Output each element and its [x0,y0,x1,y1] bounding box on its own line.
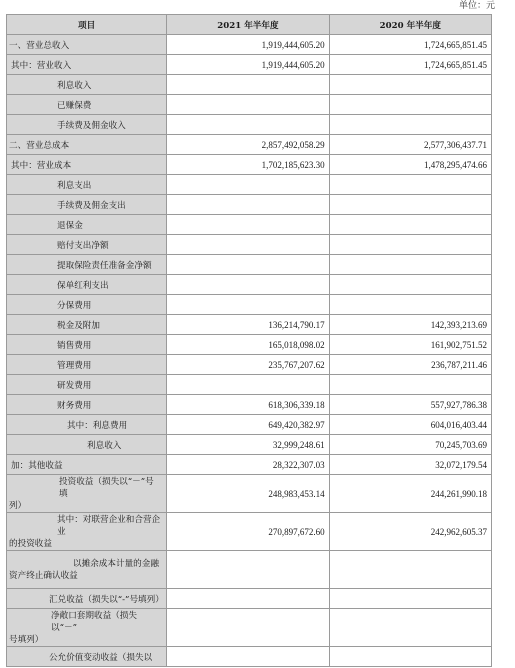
value-2020 [329,255,491,275]
row-label [7,513,167,551]
value-2021: 1,919,444,605.20 [167,55,329,75]
value-2020 [329,609,491,647]
row-label: 利息收入 [7,435,167,455]
row-label: 汇兑收益（损失以“-”号填列） [7,589,167,609]
value-2020: 1,724,665,851.45 [329,35,491,55]
value-2021: 165,018,098.02 [167,335,329,355]
row-label: 手续费及佣金支出 [7,195,167,215]
value-2020: 244,261,990.18 [329,475,491,513]
table-row [7,175,492,195]
table-row [7,275,492,295]
row-label: 税金及附加 [7,315,167,335]
row-label: 加：其他收益 [7,455,167,475]
header-2021: 2021 年半年度 [167,15,329,35]
row-label: 手续费及佣金收入 [7,115,167,135]
value-2021 [167,75,329,95]
table-header-row [7,15,492,35]
table-row [7,215,492,235]
row-label: 销售费用 [7,335,167,355]
value-2020 [329,275,491,295]
table-row [7,115,492,135]
value-2021 [167,235,329,255]
table-row [7,647,492,667]
table-row [7,295,492,315]
row-label: 研发费用 [7,375,167,395]
table-row [7,235,492,255]
value-2021 [167,175,329,195]
row-label: 退保金 [7,215,167,235]
value-2020 [329,215,491,235]
row-label-line2: 的投资收益 [9,538,52,549]
header-2020: 2020 年半年度 [329,15,491,35]
value-2021: 28,322,307.03 [167,455,329,475]
value-2020: 142,393,213.69 [329,315,491,335]
table-row [7,415,492,435]
row-label: 提取保险责任准备金净额 [7,255,167,275]
table-row [7,435,492,455]
row-label: 财务费用 [7,395,167,415]
value-2020: 161,902,751.52 [329,335,491,355]
table-row [7,513,492,551]
value-2021: 2,857,492,058.29 [167,135,329,155]
value-2020 [329,647,491,667]
row-label: 其中：营业收入 [7,55,167,75]
table-row [7,375,492,395]
row-label: 一、营业总收入 [7,35,167,55]
unit-label: 单位：元 [458,1,495,11]
value-2020 [329,95,491,115]
value-2020: 70,245,703.69 [329,435,491,455]
value-2021 [167,295,329,315]
table-row [7,335,492,355]
row-label: 管理费用 [7,355,167,375]
table-row [7,609,492,647]
table-row [7,195,492,215]
table-row [7,75,492,95]
row-label: 其中：利息费用 [7,415,167,435]
value-2021 [167,115,329,135]
value-2021 [167,375,329,395]
value-2021: 136,214,790.17 [167,315,329,335]
value-2020: 236,787,211.46 [329,355,491,375]
value-2021 [167,215,329,235]
value-2021 [167,255,329,275]
table-row [7,35,492,55]
value-2021: 235,767,207.62 [167,355,329,375]
value-2020 [329,235,491,255]
row-label: 公允价值变动收益（损失以 [7,647,167,667]
value-2020: 2,577,306,437.71 [329,135,491,155]
table-row [7,95,492,115]
value-2021: 32,999,248.61 [167,435,329,455]
value-2021: 270,897,672.60 [167,513,329,551]
row-label: 二、营业总成本 [7,135,167,155]
value-2021 [167,195,329,215]
row-label-line2: 资产终止确认收益 [9,570,78,581]
table-row [7,155,492,175]
value-2020: 1,478,295,474.66 [329,155,491,175]
value-2021: 248,983,453.14 [167,475,329,513]
table-row [7,135,492,155]
table-row [7,355,492,375]
header-item: 项目 [7,15,167,35]
table-row [7,589,492,609]
value-2021: 618,306,339.18 [167,395,329,415]
row-label: 赔付支出净额 [7,235,167,255]
row-label-line2: 列） [9,500,27,511]
row-label [7,609,167,647]
value-2021 [167,275,329,295]
value-2020: 604,016,403.44 [329,415,491,435]
income-statement-table [6,14,492,667]
row-label-line1: 以摊余成本计量的金融 [73,558,159,569]
row-label: 利息支出 [7,175,167,195]
value-2021 [167,95,329,115]
value-2020 [329,375,491,395]
table-row [7,395,492,415]
value-2020 [329,75,491,95]
row-label-line1: 投资收益（损失以“－”号填 [59,476,154,499]
value-2020: 242,962,605.37 [329,513,491,551]
table-row [7,315,492,335]
value-2021: 649,420,382.97 [167,415,329,435]
value-2021: 1,919,444,605.20 [167,35,329,55]
row-label [7,475,167,513]
value-2020 [329,115,491,135]
table-row [7,55,492,75]
row-label: 利息收入 [7,75,167,95]
row-label [7,551,167,589]
row-label-line1: 净敞口套期收益（损失以“－” [51,610,137,633]
value-2020: 557,927,786.38 [329,395,491,415]
value-2020 [329,295,491,315]
row-label-line2: 号填列） [9,634,44,645]
value-2021: 1,702,185,623.30 [167,155,329,175]
value-2020: 1,724,665,851.45 [329,55,491,75]
table-row [7,475,492,513]
row-label-line1: 其中：对联营企业和合营企业 [57,514,161,537]
row-label: 已赚保费 [7,95,167,115]
value-2021 [167,589,329,609]
value-2020 [329,551,491,589]
table-row [7,255,492,275]
value-2020: 32,072,179.54 [329,455,491,475]
value-2021 [167,551,329,589]
value-2021 [167,609,329,647]
value-2020 [329,195,491,215]
row-label: 保单红利支出 [7,275,167,295]
value-2020 [329,175,491,195]
row-label: 其中：营业成本 [7,155,167,175]
table-row [7,551,492,589]
table-row [7,455,492,475]
value-2020 [329,589,491,609]
value-2021 [167,647,329,667]
row-label: 分保费用 [7,295,167,315]
